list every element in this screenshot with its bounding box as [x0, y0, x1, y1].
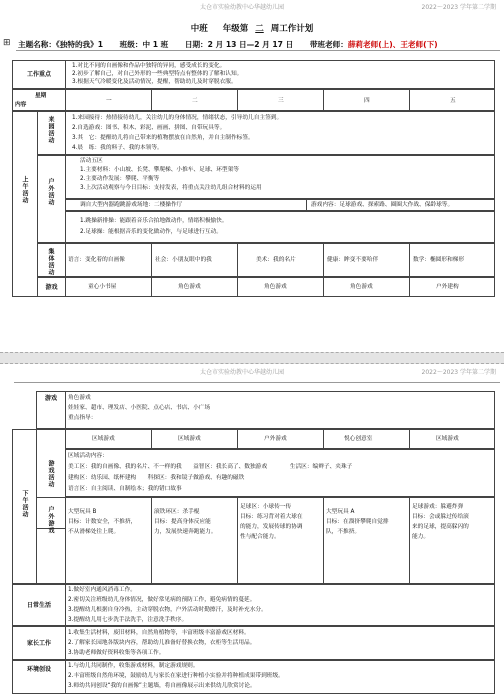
- pm-outdoor-fri: 足球游戏：躲避炸弹 目标：会或躲过传给滚 来的足球，提高躲闪的 能力。: [409, 497, 495, 584]
- header-term: 2022～2023 学年第二学期: [421, 4, 496, 11]
- env-label-cell: 环境创设: [12, 660, 66, 694]
- family-label-cell: 家长工作: [12, 626, 66, 660]
- pm-game-wed: 户外游戏: [237, 429, 324, 449]
- pm-game-tue: 区域游戏: [151, 429, 238, 449]
- exercise-item: 1.跳操新排操：能跟着音乐合拍地做动作，情绪积极愉快。: [80, 218, 228, 224]
- exercise-item: 2.足球操：能根据音乐的变化做动作，与足球进行互动。: [80, 229, 222, 235]
- group-label-cell: 集体活动: [37, 243, 66, 277]
- game-fri: 户外建构: [409, 277, 495, 297]
- page-2: [0, 364, 504, 696]
- goals-cell: [65, 60, 495, 89]
- game-wed: 角色游戏: [237, 277, 324, 297]
- arrival-item: 3.其 它：提醒幼儿将自己带来的植物摆放在自然角，并自主制作标签。: [72, 135, 254, 141]
- arrival-item: 2.自选游戏：图书、积木、彩泥、画画、拼图、自带玩具等。: [72, 125, 226, 131]
- group-activity-thu: 健康：眸变不要哈伴: [323, 243, 410, 277]
- arrival-cell: [65, 111, 495, 155]
- outdoor-venue-cell: 调自大型内器跑跳游戏场地：二楼操作厅: [65, 199, 307, 211]
- morning-section-label: 上午活动: [12, 111, 38, 297]
- game-mon: 童心小书屋: [65, 277, 152, 297]
- goal-item: 2.初步了解自己，对自己外形的一些典型特点有整体的了解和认知。: [72, 71, 243, 77]
- area-activity-cell: 区域活动内容： 美工区：我的自画像、我的名片、不一样的我 益智区：我长高了、数独游戏 生活区：编辫子、夹珠子 建构区：幼乐园、纸杯建构 科探区：我和镜子做游戏、有趣的磁铁 语言区：自主阅读、自制绘本；我的错口故事: [65, 449, 495, 497]
- page-title: 中班 年级第 二 周工作计划: [190, 24, 314, 34]
- outdoor-item: 3.上次活动观察与今日目标：支持发表，将重点关注幼儿组合材料的运用: [80, 185, 262, 191]
- page-header: [0, 2, 504, 12]
- games-label-cell: 游戏: [37, 277, 66, 297]
- pm-outdoor-label-cell: 户外游戏: [36, 497, 66, 584]
- group-activity-tue: 社会：小朋友眼中的我: [151, 243, 238, 277]
- outdoor-cell: [65, 155, 495, 199]
- goal-item: 1.对比不同的自画像和作品中独特的异同，感受成长的变化。: [72, 63, 226, 69]
- life-cell: 1.做好室内通风消毒工作。 2.密切关注班级幼儿身体情况，做好常见病的预防工作，避免病情的蔓延。 3.提醒幼儿根据自身冷热，主动穿脱衣物，户外活动时勤擦汗，及时补充水分。 3.提醒幼儿用七步洗手法洗手，注意洗手秩序。: [65, 584, 495, 626]
- group-activity-wed: 美术：我的名片: [237, 243, 324, 277]
- pm-outdoor-tue: 滚铁环区：杀手棍 目标：提高身体反应能 力，发展快速奔跑能力。: [151, 497, 238, 584]
- role-game-cell: 角色游戏 娃娃家、超市、理发店、小医院、点心店、书店、小广场 重点指导：: [65, 391, 495, 429]
- afternoon-game-label-cell: 游戏活动: [36, 429, 66, 529]
- pm-game-thu: 悦心创意室: [323, 429, 410, 449]
- weekday-wed: 三: [237, 89, 324, 111]
- outdoor-item: 1.主要材料：小山坡、长凳、攀爬梯、小推车、足球、环型架等: [80, 167, 239, 173]
- family-cell: 1.收集生活材料，废旧材料，自然角植物等，丰富班级丰富游戏区材料。 2.了解家长园地各版块内容，帮助幼儿准备好替换衣物，衣柜等生活用品。 3.协助老师做好资料收集等各项工作。: [65, 626, 495, 660]
- weekday-fri: 五: [409, 89, 495, 111]
- outdoor-item: 活动五区: [80, 158, 103, 164]
- game-tue: 角色游戏: [151, 277, 238, 297]
- life-label-cell: 日常生活: [12, 584, 66, 626]
- pm-outdoor-thu: 大型玩具 A 目标：在溜挤攀爬自觉排 队，不推挤。: [323, 497, 410, 584]
- header-school: 太仓市实验幼教中心华越幼儿园: [200, 4, 285, 11]
- exercise-cell: [65, 211, 495, 243]
- goals-label-cell: 工作重点: [12, 60, 66, 89]
- arrival-item: 4.晨 练：我的料子、我的本领等。: [72, 145, 163, 151]
- pm-game-fri: 区域游戏: [409, 429, 495, 449]
- weekday-tue: 二: [151, 89, 238, 111]
- arrival-label-cell: 来园活动: [37, 111, 66, 155]
- weekday-label-cell: 星期 内容: [12, 89, 66, 111]
- role-game-label-cell: 游戏: [36, 391, 66, 429]
- group-activity-fri: 数学：椭圆形和梯形: [409, 243, 495, 277]
- plan-meta: 主题名称：《独特的我》1 班级：中 1 班 日期：2 月 13 日—2 月 17 日 带班老师：薛莉老师(上)、王老师(下): [18, 40, 438, 49]
- arrival-item: 1.来园接待：热情接待幼儿，关注幼儿的身体情况，情绪状态，引导幼儿自主签到。: [72, 115, 283, 121]
- env-cell: 1.与幼儿共同制作，收集游戏材料，制定游戏规则。 2.丰富班级自然角环境，鼓励幼儿与家长在家进行种植小实验并将种植成果带到班级。 3.师幼共同创设“我的自画像”主题墙，将自画像展示出来供幼儿欣赏讨论。: [65, 660, 495, 694]
- move-handle-icon[interactable]: ⊞: [3, 38, 11, 48]
- game-thu: 角色游戏: [323, 277, 410, 297]
- afternoon-section-label: 下午活动: [12, 429, 37, 584]
- page-break: [0, 352, 504, 364]
- weekday-thu: 四: [323, 89, 410, 111]
- pm-outdoor-mon: 大型玩具 B 目标：计数安全，不推挤， 不从滑梯处往上爬。: [65, 497, 152, 584]
- weekday-mon: 一: [65, 89, 152, 111]
- goal-item: 3.根据天气冷暖变化及活动情况，提醒，帮助幼儿及时穿脱衣服。: [72, 79, 237, 85]
- group-activity-mon: 语言：变化着的自画像: [65, 243, 152, 277]
- outdoor-item: 2.主要动作发展：攀爬、平衡等: [80, 176, 160, 182]
- page-header: 太仓市实验幼教中心华越幼儿园 2022～2023 学年第二学期: [200, 369, 496, 376]
- outdoor-label-cell: 户外活动: [37, 155, 66, 243]
- outdoor-games-cell: 游戏内容：足球游戏、探索路、圈圈大作战、保龄球等。: [306, 199, 495, 211]
- pm-outdoor-wed: 足球区：小球传一传 目标：练习背对着大球在 的能力，发展传球的协调 性与配合能力。: [237, 497, 324, 584]
- pm-game-mon: 区域游戏: [65, 429, 152, 449]
